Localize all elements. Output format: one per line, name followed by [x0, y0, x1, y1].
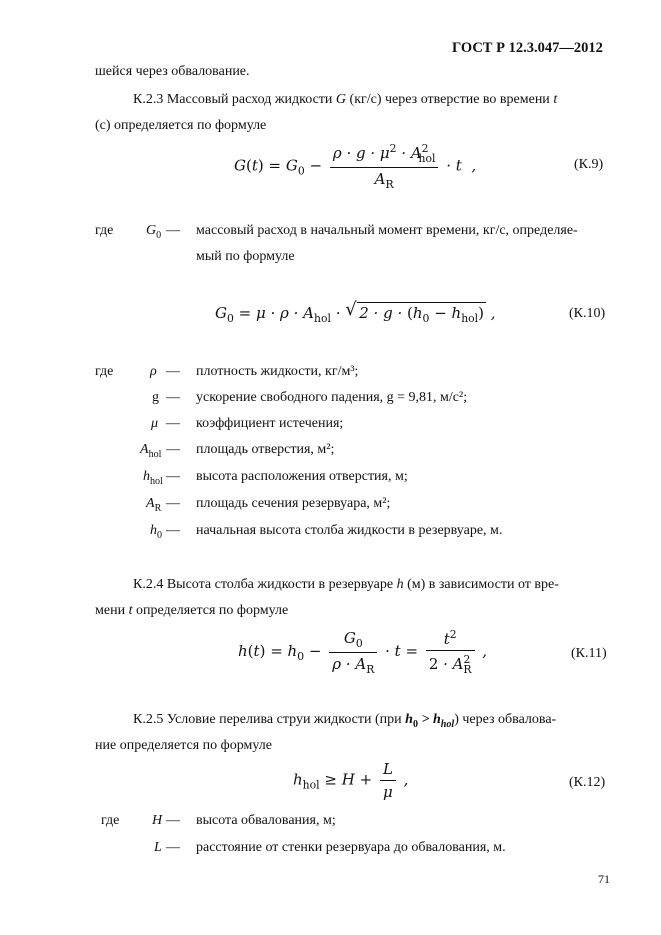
- def-dash: —: [166, 469, 180, 484]
- def-AR-desc: площадь сечения резервуара, м²;: [196, 496, 391, 511]
- k24-text-a: К.2.4 Высота столба жидкости в резервуаре: [133, 577, 394, 592]
- paragraph-k23-line1: [133, 92, 557, 108]
- def-G0-desc-2: мый по формуле: [196, 249, 295, 264]
- def-Ahol-desc: площадь отверстия, м²;: [196, 442, 335, 457]
- equation-number-k10: (К.10): [569, 306, 606, 321]
- paragraph-continuation: шейся через обвалование.: [95, 64, 250, 79]
- paragraph-k23-line2: (с) определяется по формуле: [95, 118, 267, 133]
- def-symbol-AR: $A_R$: [146, 496, 162, 514]
- def-dash: —: [166, 390, 180, 405]
- symbol-G: G: [335, 92, 347, 107]
- formula-k10: $G_0 = \mu \cdot \rho \cdot A_{hol}$ · √ $2 \cdot g \cdot (h_0 - h_{hol})$ ,: [215, 299, 496, 325]
- where-label-3: где: [101, 813, 120, 828]
- def-mu-desc: коэффициент истечения;: [196, 416, 344, 431]
- def-hhol-desc: высота расположения отверстия, м;: [196, 469, 408, 484]
- k24-text-d: определяется по формуле: [135, 603, 289, 618]
- paragraph-k25-line1: [133, 712, 556, 730]
- formula-k11: $h(t) = h_0$ − $\frac{G_0}{\rho \cdot A_R}$ · t = $\frac{t^2}{2 \cdot A^2_R}$ ,: [238, 628, 488, 676]
- def-dash: —: [166, 840, 180, 855]
- formula-k9: $G(t) = G_0$ − $\frac{\rho \cdot g \cdot \mu^2 \cdot A^2_{hol}}{A_R}$ · t ,: [234, 142, 477, 191]
- def-dash: —: [166, 442, 180, 457]
- def-symbol-rho: ρ: [150, 364, 157, 379]
- equation-number-k12: (К.12): [569, 775, 606, 790]
- equation-number-k9: (К.9): [574, 157, 604, 172]
- k25-text-b: ) через обвалова-: [454, 712, 557, 727]
- def-symbol-h0: $h_0$: [150, 523, 163, 541]
- def-symbol-hhol: $h_{hol}$: [143, 469, 163, 487]
- def-dash: —: [166, 223, 180, 238]
- def-g-desc: ускорение свободного падения, g = 9,81, м/с²;: [196, 390, 468, 405]
- def-dash: —: [166, 813, 180, 828]
- paragraph-k25-line2: ние определяется по формуле: [95, 738, 272, 753]
- def-h0-desc: начальная высота столба жидкости в резервуаре, м.: [196, 523, 503, 538]
- def-symbol-mu: μ: [151, 416, 159, 431]
- page-number: 71: [598, 872, 610, 886]
- k24-text-c: мени: [95, 603, 126, 618]
- symbol-t: t: [128, 603, 133, 618]
- def-H-desc: высота обвалования, м;: [196, 813, 336, 828]
- condition-h0-gt-hhol: $h_0 > h_{hol}$: [405, 712, 455, 730]
- where-label-1: где: [95, 223, 114, 238]
- paragraph-k24-line2: [95, 603, 288, 619]
- k24-text-b: (м) в зависимости от вре-: [407, 577, 559, 592]
- where-label-2: где: [95, 364, 114, 379]
- document-header: ГОСТ Р 12.3.047—2012: [452, 40, 603, 56]
- def-G0-desc-1: массовый расход в начальный момент времени, кг/с, определяе-: [196, 223, 578, 238]
- def-symbol-g: g: [152, 390, 159, 405]
- k23-text-b: (кг/с) через отверстие во времени: [349, 92, 550, 107]
- def-symbol-L: L: [154, 840, 162, 855]
- def-symbol-H: H: [152, 813, 163, 828]
- def-dash: —: [166, 364, 180, 379]
- def-dash: —: [166, 416, 180, 431]
- def-L-desc: расстояние от стенки резервуара до обвалования, м.: [196, 840, 506, 855]
- def-symbol-Ahol: $A_{hol}$: [140, 442, 162, 460]
- paragraph-k24-line1: [133, 577, 559, 593]
- equation-number-k11: (К.11): [571, 646, 607, 661]
- k25-text-a: К.2.5 Условие перелива струи жидкости (при: [133, 712, 402, 727]
- k23-text-a: К.2.3 Массовый расход жидкости: [133, 92, 333, 107]
- formula-k12: $h_{hol} \ge H$ + $\frac{L}{\mu}$ ,: [293, 760, 409, 801]
- symbol-t: t: [553, 92, 558, 107]
- def-dash: —: [166, 523, 180, 538]
- symbol-h: h: [396, 577, 404, 592]
- def-symbol-G0: $G_0$: [146, 223, 162, 241]
- def-rho-desc: плотность жидкости, кг/м³;: [196, 364, 359, 379]
- def-dash: —: [166, 496, 180, 511]
